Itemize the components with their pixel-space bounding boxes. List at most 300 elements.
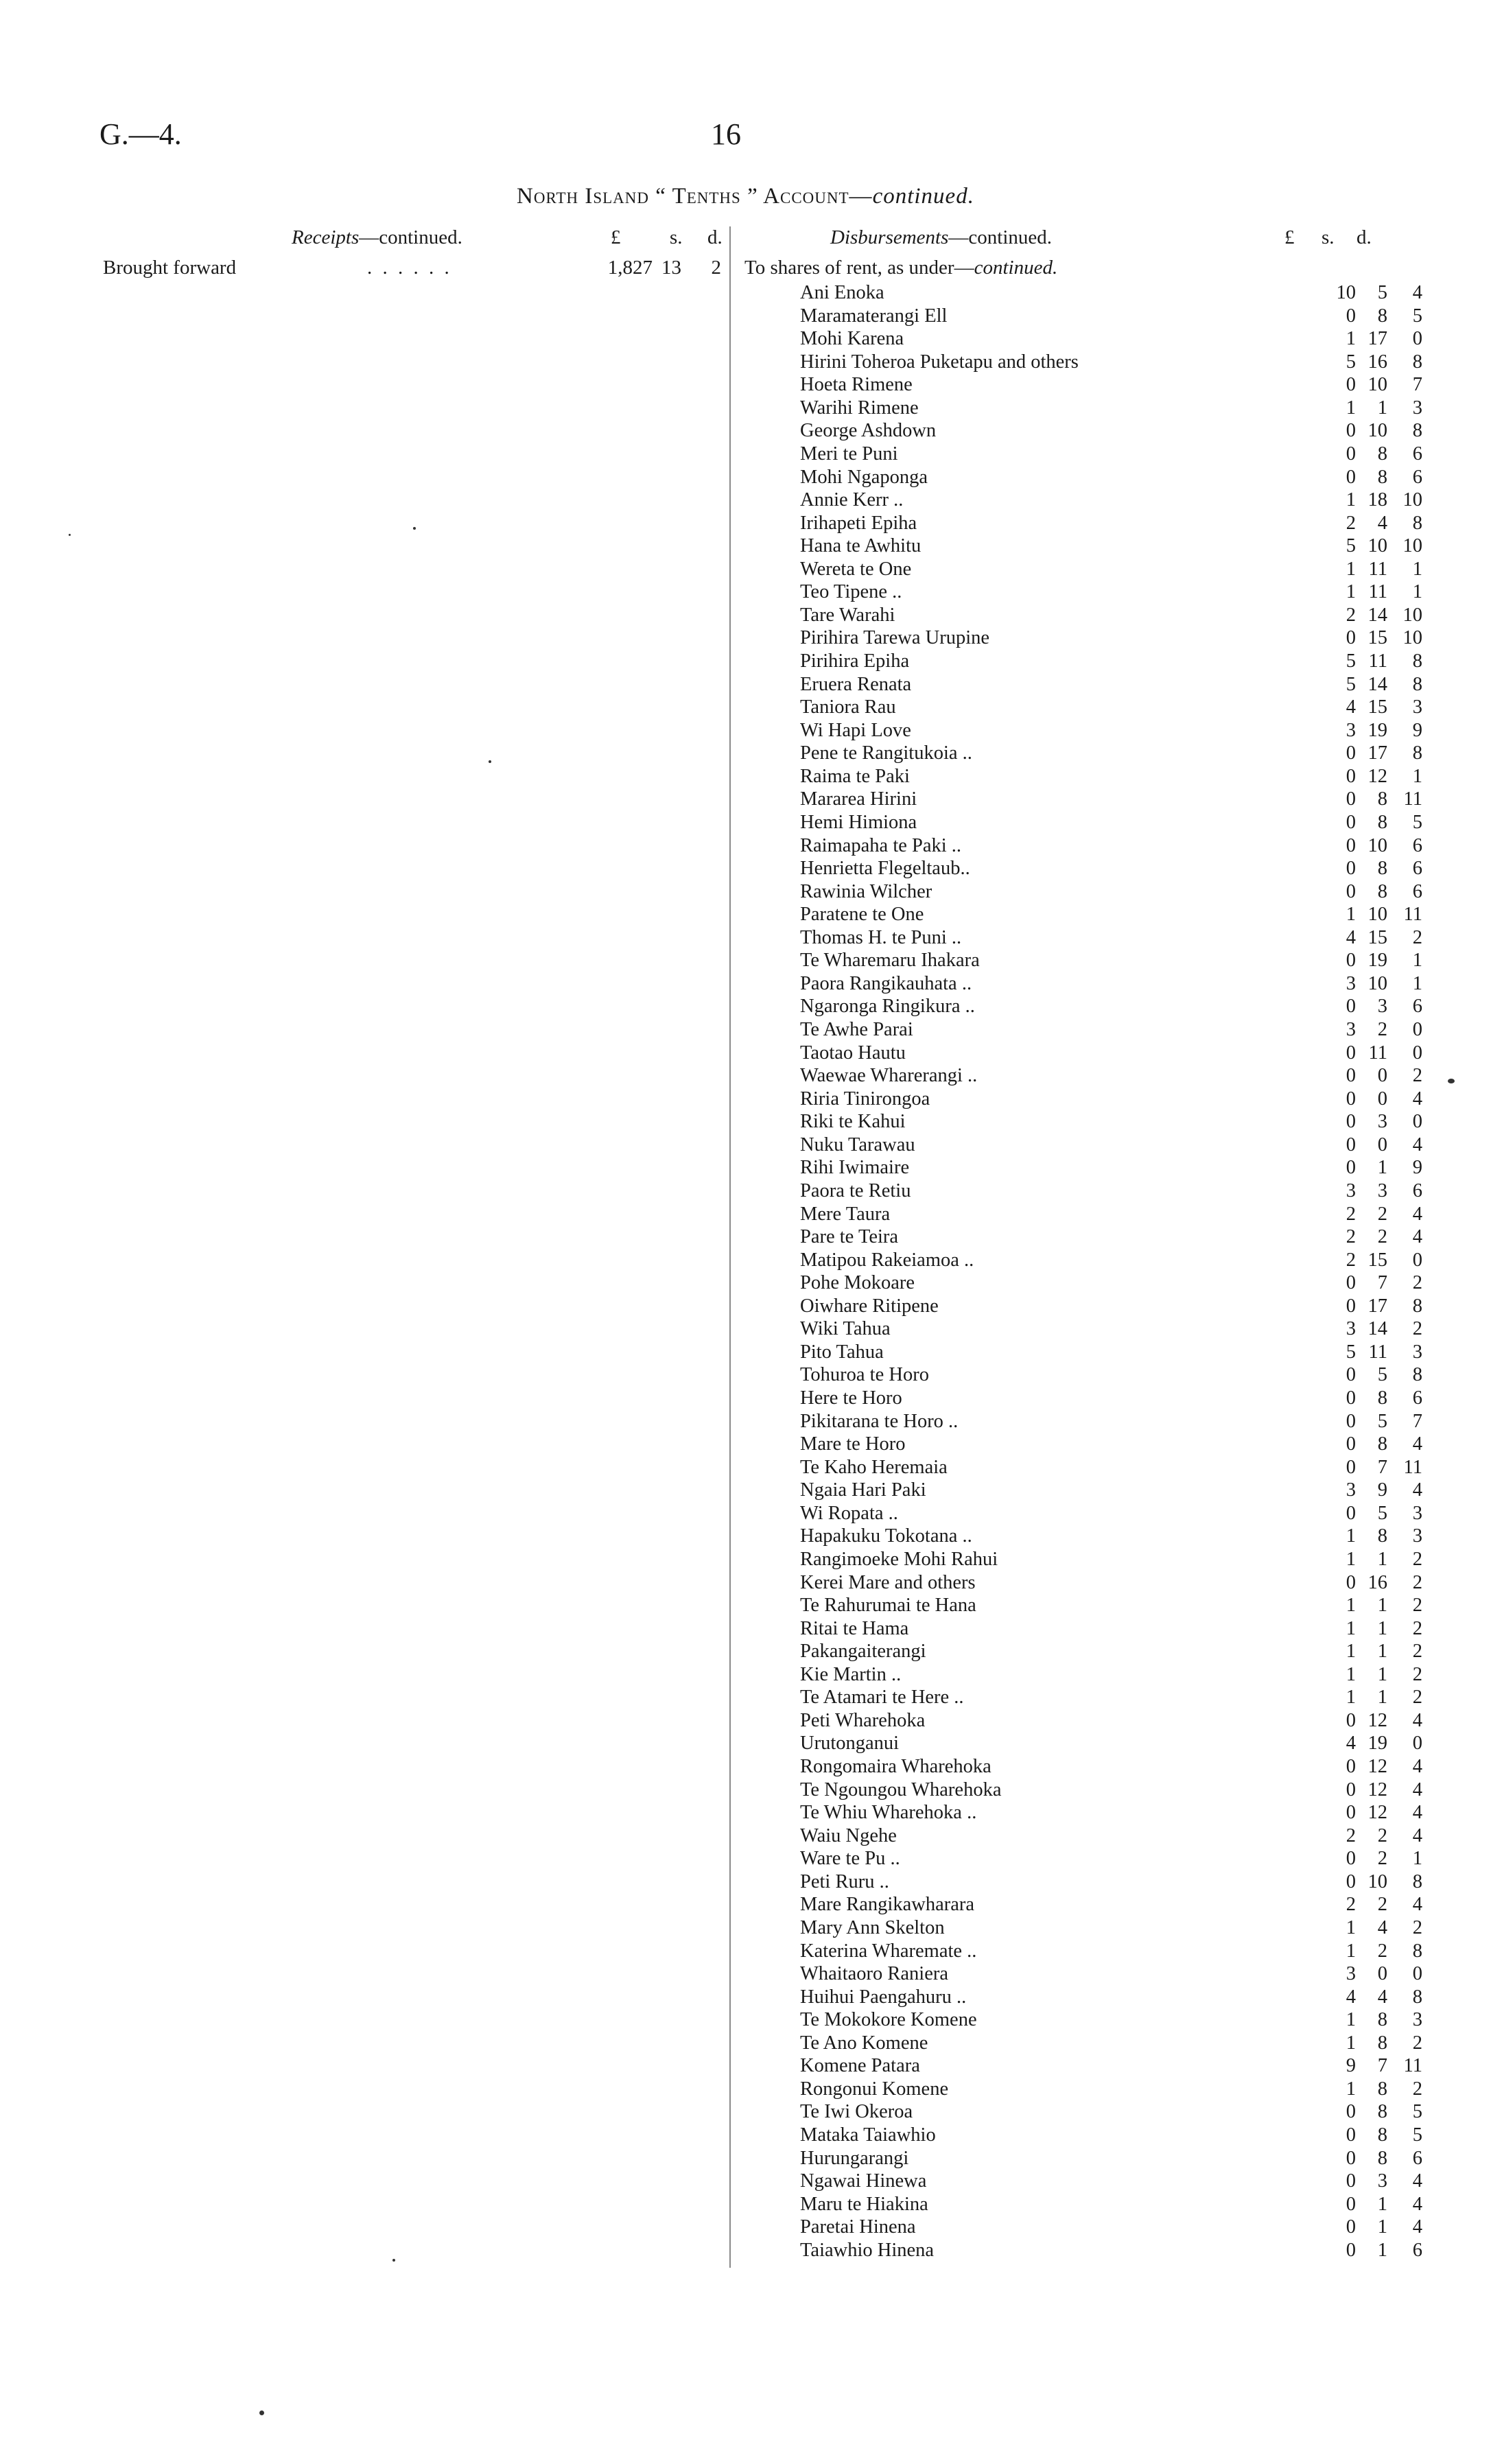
amount-pence: 4: [1412, 1433, 1422, 1455]
amount-shillings: 7: [1377, 2055, 1387, 2077]
disbursement-row: [731, 1986, 1424, 2009]
amount-shillings: 1: [1377, 1687, 1387, 1709]
amount-pence: 6: [1412, 1180, 1422, 1201]
amount-shillings: 1: [1377, 1548, 1387, 1570]
payee-name: Wi Hapi Love: [800, 719, 911, 741]
amount-pounds: 3: [1346, 1479, 1356, 1501]
disbursement-row: [731, 995, 1424, 1018]
amount-shillings: 4: [1377, 512, 1387, 534]
amount-pence: 4: [1412, 2216, 1422, 2238]
amount-pence: 10: [1402, 604, 1422, 626]
payee-name: Whaitaoro Raniera: [800, 1963, 949, 1985]
payee-name: Te Whiu Wharehoka ..: [800, 1802, 977, 1824]
amount-pounds: 0: [1346, 880, 1356, 902]
amount-shillings: 1: [1377, 1663, 1387, 1685]
payee-name: Katerina Wharemate ..: [800, 1940, 977, 1962]
disbursement-row: [731, 1317, 1424, 1341]
amount-pence: 4: [1412, 282, 1422, 303]
amount-pounds: 0: [1346, 765, 1356, 787]
receipts-heading-italic: Receipts: [292, 226, 360, 248]
disbursement-row: [731, 1410, 1424, 1433]
disbursement-row: [731, 1225, 1424, 1249]
amount-shillings: 15: [1367, 627, 1387, 649]
amount-pounds: 0: [1346, 1364, 1356, 1386]
brought-forward-leader: . . . . . .: [367, 257, 452, 279]
disbursement-row: [731, 926, 1424, 950]
amount-pounds: 0: [1346, 1088, 1356, 1110]
payee-name: Taniora Rau: [800, 696, 896, 718]
payee-name: Hapakuku Tokotana ..: [800, 1525, 972, 1547]
payee-name: Peti Ruru ..: [800, 1870, 889, 1892]
amount-pence: 0: [1412, 1111, 1422, 1133]
amount-pence: 6: [1412, 880, 1422, 902]
disbursement-row: [731, 327, 1424, 351]
amount-shillings: 10: [1367, 420, 1387, 442]
shares-intro-continued: continued.: [974, 257, 1058, 279]
amount-shillings: 16: [1367, 1571, 1387, 1593]
amount-shillings: 8: [1377, 2101, 1387, 2123]
amount-pence: 11: [1403, 904, 1422, 926]
amount-pence: 4: [1412, 1802, 1422, 1824]
disbursement-row: [731, 903, 1424, 926]
amount-pence: 3: [1412, 1525, 1422, 1547]
amount-shillings: 2: [1377, 1019, 1387, 1040]
amount-pence: 4: [1412, 1479, 1422, 1501]
amount-pounds: 4: [1346, 926, 1356, 948]
ink-speck: [489, 760, 491, 763]
amount-shillings: 10: [1367, 834, 1387, 856]
amount-pounds: 3: [1346, 1019, 1356, 1040]
amount-shillings: 0: [1377, 1134, 1387, 1155]
disbursements-pound-header: £: [1284, 226, 1295, 248]
amount-shillings: 11: [1368, 1042, 1387, 1064]
disbursement-row: [731, 2054, 1424, 2078]
amount-pence: 8: [1412, 742, 1422, 764]
amount-pence: 4: [1412, 2193, 1422, 2215]
amount-shillings: 5: [1377, 1502, 1387, 1524]
amount-shillings: 2: [1377, 1203, 1387, 1225]
receipts-shillings-header: s.: [670, 226, 683, 248]
amount-pence: 2: [1412, 1916, 1422, 1938]
disbursement-row: [731, 1387, 1424, 1410]
amount-pence: 2: [1412, 1663, 1422, 1685]
amount-shillings: 16: [1367, 351, 1387, 373]
payee-name: Mohi Karena: [800, 328, 904, 350]
disbursement-row: [731, 1341, 1424, 1364]
payee-name: Wereta te One: [800, 558, 912, 580]
ink-speck: [413, 527, 416, 530]
payee-name: Taiawhio Hinena: [800, 2239, 935, 2261]
payee-name: Pirihira Tarewa Urupine: [800, 627, 990, 649]
brought-forward-pounds: 1,827: [607, 257, 653, 279]
amount-pence: 6: [1412, 466, 1422, 488]
payee-name: Taotao Hautu: [800, 1042, 906, 1064]
disbursement-row: [731, 1824, 1424, 1848]
amount-pounds: 5: [1346, 351, 1356, 373]
amount-pounds: 3: [1346, 1180, 1356, 1201]
amount-pence: 11: [1403, 2055, 1422, 2077]
amount-pounds: 0: [1346, 1065, 1356, 1087]
payee-name: Ani Enoka: [800, 282, 884, 303]
amount-shillings: 8: [1377, 443, 1387, 465]
amount-shillings: 10: [1367, 904, 1387, 926]
amount-pence: 4: [1412, 1134, 1422, 1155]
amount-pounds: 3: [1346, 1963, 1356, 1985]
payee-name: Raimapaha te Paki ..: [800, 834, 962, 856]
disbursement-row: [731, 811, 1424, 834]
amount-pounds: 0: [1346, 466, 1356, 488]
amount-shillings: 11: [1368, 581, 1387, 603]
payee-name: Te Rahurumai te Hana: [800, 1595, 976, 1617]
amount-pounds: 1: [1346, 1641, 1356, 1663]
amount-pounds: 0: [1346, 305, 1356, 327]
disbursement-row: [731, 1594, 1424, 1617]
disbursement-row: [731, 1110, 1424, 1134]
amount-pence: 6: [1412, 834, 1422, 856]
amount-shillings: 4: [1377, 1986, 1387, 2008]
payee-name: Mare Rangikawharara: [800, 1894, 974, 1916]
payee-name: Oiwhare Ritipene: [800, 1295, 939, 1317]
disbursement-row: [731, 1801, 1424, 1824]
payee-name: Paratene te One: [800, 904, 924, 926]
payee-name: Pene te Rangitukoia ..: [800, 742, 972, 764]
amount-shillings: 19: [1367, 719, 1387, 741]
disbursement-row: [731, 580, 1424, 604]
payee-name: Riki te Kahui: [800, 1111, 906, 1133]
disbursement-row: [731, 880, 1424, 904]
amount-shillings: 5: [1377, 1410, 1387, 1432]
amount-shillings: 10: [1367, 374, 1387, 396]
payee-name: Te Ngoungou Wharehoka: [800, 1779, 1002, 1800]
disbursement-row: [731, 281, 1424, 305]
amount-shillings: 2: [1377, 1824, 1387, 1846]
payee-name: Mataka Taiawhio: [800, 2124, 936, 2146]
amount-pounds: 1: [1346, 1687, 1356, 1709]
disbursements-heading-italic: Disbursements: [830, 226, 949, 248]
payee-name: Paora Rangikauhata ..: [800, 972, 972, 994]
payee-name: Urutonganui: [800, 1733, 900, 1755]
amount-pounds: 0: [1346, 996, 1356, 1018]
amount-pounds: 0: [1346, 443, 1356, 465]
payee-name: Hurungarangi: [800, 2147, 909, 2169]
amount-pence: 8: [1412, 650, 1422, 672]
disbursement-row: [731, 1502, 1424, 1525]
amount-pence: 6: [1412, 2239, 1422, 2261]
amount-shillings: 18: [1367, 489, 1387, 511]
payee-name: Pare te Teira: [800, 1226, 899, 1248]
disbursement-row: [731, 1571, 1424, 1595]
payee-name: Thomas H. te Puni ..: [800, 926, 962, 948]
payee-name: Hana te Awhitu: [800, 535, 921, 557]
disbursement-row: [731, 765, 1424, 788]
amount-pence: 6: [1412, 1387, 1422, 1409]
amount-shillings: 11: [1368, 650, 1387, 672]
amount-shillings: 8: [1377, 811, 1387, 833]
amount-pounds: 0: [1346, 1756, 1356, 1777]
amount-shillings: 3: [1377, 1111, 1387, 1133]
payee-name: George Ashdown: [800, 420, 937, 442]
payee-name: Te Mokokore Komene: [800, 2009, 977, 2031]
amount-pence: 8: [1412, 673, 1422, 695]
disbursement-row: [731, 1433, 1424, 1456]
amount-pounds: 5: [1346, 673, 1356, 695]
disbursement-row: [731, 489, 1424, 512]
amount-pence: 8: [1412, 1870, 1422, 1892]
amount-shillings: 3: [1377, 1180, 1387, 1201]
payee-name: Wi Ropata ..: [800, 1502, 898, 1524]
amount-pence: 2: [1412, 1595, 1422, 1617]
amount-shillings: 3: [1377, 996, 1387, 1018]
amount-pounds: 1: [1346, 1617, 1356, 1639]
disbursements-heading-rest: —continued.: [948, 226, 1052, 248]
receipts-pound-header: £: [611, 226, 621, 248]
amount-pounds: 0: [1346, 811, 1356, 833]
amount-pounds: 1: [1346, 1940, 1356, 1962]
amount-pounds: 10: [1336, 282, 1356, 303]
amount-pounds: 0: [1346, 834, 1356, 856]
amount-shillings: 2: [1377, 1940, 1387, 1962]
disbursement-row: [731, 1755, 1424, 1779]
amount-pounds: 2: [1346, 1894, 1356, 1916]
amount-pounds: 0: [1346, 1295, 1356, 1317]
disbursement-row: [731, 1456, 1424, 1479]
amount-pence: 8: [1412, 1364, 1422, 1386]
amount-shillings: 1: [1377, 1157, 1387, 1179]
amount-shillings: 0: [1377, 1065, 1387, 1087]
amount-pence: 11: [1403, 788, 1422, 810]
amount-shillings: 2: [1377, 1226, 1387, 1248]
amount-shillings: 1: [1377, 1617, 1387, 1639]
ink-speck: [1448, 1079, 1455, 1083]
brought-forward-row: [0, 257, 729, 281]
ink-speck: [259, 2410, 264, 2415]
disbursement-row: [731, 2147, 1424, 2170]
amount-pence: 7: [1412, 1410, 1422, 1432]
amount-shillings: 19: [1367, 950, 1387, 972]
payee-name: Teo Tipene ..: [800, 581, 902, 603]
disbursement-row: [731, 397, 1424, 420]
amount-pence: 2: [1412, 1687, 1422, 1709]
amount-pounds: 4: [1346, 1733, 1356, 1755]
payee-name: Ngaia Hari Paki: [800, 1479, 926, 1501]
amount-pence: 5: [1412, 811, 1422, 833]
disbursement-row: [731, 972, 1424, 996]
amount-shillings: 12: [1367, 1756, 1387, 1777]
amount-shillings: 19: [1367, 1733, 1387, 1755]
amount-pounds: 0: [1346, 1410, 1356, 1432]
amount-pence: 5: [1412, 2101, 1422, 2123]
amount-pounds: 1: [1346, 489, 1356, 511]
shares-intro-text: To shares of rent, as under—: [744, 257, 974, 279]
disbursement-row: [731, 1779, 1424, 1802]
disbursement-rows: [731, 281, 1424, 2262]
amount-pence: 2: [1412, 1065, 1422, 1087]
amount-pounds: 5: [1346, 1341, 1356, 1363]
amount-pounds: 0: [1346, 1387, 1356, 1409]
amount-shillings: 8: [1377, 2147, 1387, 2169]
amount-pence: 4: [1412, 1088, 1422, 1110]
payee-name: Komene Patara: [800, 2055, 920, 2077]
amount-pence: 5: [1412, 305, 1422, 327]
payee-name: Henrietta Flegeltaub..: [800, 858, 970, 880]
amount-pence: 4: [1412, 1756, 1422, 1777]
amount-shillings: 15: [1367, 926, 1387, 948]
amount-pence: 11: [1403, 1456, 1422, 1478]
shares-intro: [744, 257, 1057, 279]
disbursement-row: [731, 373, 1424, 397]
amount-pounds: 1: [1346, 328, 1356, 350]
disbursement-row: [731, 2124, 1424, 2147]
disbursement-row: [731, 857, 1424, 880]
amount-pence: 2: [1412, 1571, 1422, 1593]
amount-pence: 3: [1412, 1341, 1422, 1363]
disbursement-row: [731, 788, 1424, 811]
payee-name: Kie Martin ..: [800, 1663, 902, 1685]
amount-shillings: 10: [1367, 972, 1387, 994]
disbursement-row: [731, 1663, 1424, 1687]
title-main: North Island “ Tenths ” Account—: [517, 184, 873, 209]
disbursement-row: [731, 1962, 1424, 1986]
column-divider: [729, 226, 731, 2268]
amount-shillings: 8: [1377, 2124, 1387, 2146]
amount-pence: 5: [1412, 2124, 1422, 2146]
disbursement-row: [731, 1732, 1424, 1755]
amount-shillings: 12: [1367, 765, 1387, 787]
amount-shillings: 12: [1367, 1779, 1387, 1800]
disbursement-row: [731, 1203, 1424, 1226]
payee-name: Pohe Mokoare: [800, 1272, 915, 1294]
amount-pounds: 0: [1346, 950, 1356, 972]
ink-speck: [69, 534, 71, 536]
amount-pounds: 0: [1346, 2147, 1356, 2169]
amount-pounds: 3: [1346, 1318, 1356, 1340]
disbursement-row: [731, 1617, 1424, 1641]
amount-pence: 3: [1412, 2009, 1422, 2031]
amount-pence: 4: [1412, 1894, 1422, 1916]
disbursement-row: [731, 1064, 1424, 1088]
disbursement-row: [731, 2100, 1424, 2124]
amount-shillings: 8: [1377, 466, 1387, 488]
amount-shillings: 8: [1377, 2009, 1387, 2031]
amount-pence: 8: [1412, 1940, 1422, 1962]
amount-pounds: 5: [1346, 535, 1356, 557]
amount-shillings: 7: [1377, 1272, 1387, 1294]
disbursement-row: [731, 305, 1424, 328]
amount-pence: 7: [1412, 374, 1422, 396]
amount-pounds: 0: [1346, 627, 1356, 649]
disbursement-row: [731, 1249, 1424, 1272]
amount-pence: 1: [1412, 950, 1422, 972]
disbursement-row: [731, 1271, 1424, 1295]
amount-shillings: 11: [1368, 1341, 1387, 1363]
payee-name: Annie Kerr ..: [800, 489, 904, 511]
amount-pence: 6: [1412, 443, 1422, 465]
amount-pence: 2: [1412, 1548, 1422, 1570]
disbursement-row: [731, 673, 1424, 696]
amount-shillings: 12: [1367, 1709, 1387, 1731]
amount-shillings: 8: [1377, 1387, 1387, 1409]
disbursement-row: [731, 1940, 1424, 1963]
amount-pounds: 0: [1346, 2216, 1356, 2238]
amount-shillings: 11: [1368, 558, 1387, 580]
payee-name: Rawinia Wilcher: [800, 880, 932, 902]
amount-pence: 9: [1412, 1157, 1422, 1179]
payee-name: Wiki Tahua: [800, 1318, 891, 1340]
amount-pence: 4: [1412, 1779, 1422, 1800]
disbursement-row: [731, 696, 1424, 719]
amount-pence: 0: [1412, 1042, 1422, 1064]
amount-shillings: 8: [1377, 788, 1387, 810]
disbursement-row: [731, 1916, 1424, 1940]
disbursements-shillings-header: s.: [1322, 226, 1335, 248]
disbursement-row: [731, 1295, 1424, 1318]
amount-pence: 3: [1412, 397, 1422, 419]
amount-pounds: 1: [1346, 581, 1356, 603]
payee-name: Ware te Pu ..: [800, 1848, 900, 1870]
page-number: 16: [711, 117, 741, 151]
amount-shillings: 3: [1377, 2170, 1387, 2192]
amount-pence: 2: [1412, 2032, 1422, 2054]
amount-pounds: 2: [1346, 1824, 1356, 1846]
amount-pence: 2: [1412, 1318, 1422, 1340]
amount-pence: 10: [1402, 627, 1422, 649]
disbursement-row: [731, 351, 1424, 374]
amount-pounds: 5: [1346, 650, 1356, 672]
amount-shillings: 14: [1367, 1318, 1387, 1340]
amount-pounds: 1: [1346, 1525, 1356, 1547]
amount-pounds: 2: [1346, 512, 1356, 534]
amount-pounds: 0: [1346, 1848, 1356, 1870]
amount-pounds: 0: [1346, 374, 1356, 396]
amount-pounds: 1: [1346, 2009, 1356, 2031]
amount-pounds: 0: [1346, 1042, 1356, 1064]
amount-pounds: 0: [1346, 1272, 1356, 1294]
disbursement-row: [731, 2239, 1424, 2262]
amount-pounds: 0: [1346, 2239, 1356, 2261]
disbursements-heading: [830, 226, 1052, 249]
payee-name: Ngawai Hinewa: [800, 2170, 927, 2192]
payee-name: Tare Warahi: [800, 604, 895, 626]
amount-pounds: 1: [1346, 2032, 1356, 2054]
payee-name: Raima te Paki: [800, 765, 910, 787]
payee-name: Te Kaho Heremaia: [800, 1456, 948, 1478]
page-title: [0, 184, 1491, 209]
receipts-pence-header: d.: [707, 226, 723, 248]
amount-shillings: 1: [1377, 2239, 1387, 2261]
payee-name: Te Awhe Parai: [800, 1019, 913, 1040]
amount-pounds: 9: [1346, 2055, 1356, 2077]
amount-pounds: 0: [1346, 1134, 1356, 1155]
amount-pounds: 2: [1346, 1203, 1356, 1225]
payee-name: Mare te Horo: [800, 1433, 906, 1455]
payee-name: Te Iwi Okeroa: [800, 2101, 913, 2123]
amount-pounds: 0: [1346, 2124, 1356, 2146]
payee-name: Rangimoeke Mohi Rahui: [800, 1548, 998, 1570]
amount-shillings: 8: [1377, 2032, 1387, 2054]
payee-name: Te Atamari te Here ..: [800, 1687, 964, 1709]
amount-shillings: 15: [1367, 1249, 1387, 1271]
amount-shillings: 17: [1367, 328, 1387, 350]
disbursement-row: [731, 1640, 1424, 1663]
payee-name: Rihi Iwimaire: [800, 1157, 910, 1179]
amount-pence: 8: [1412, 512, 1422, 534]
amount-shillings: 12: [1367, 1802, 1387, 1824]
amount-pounds: 0: [1346, 420, 1356, 442]
amount-pounds: 0: [1346, 2170, 1356, 2192]
disbursement-row: [731, 2032, 1424, 2055]
brought-forward-pence: 2: [711, 257, 721, 279]
amount-shillings: 17: [1367, 1295, 1387, 1317]
